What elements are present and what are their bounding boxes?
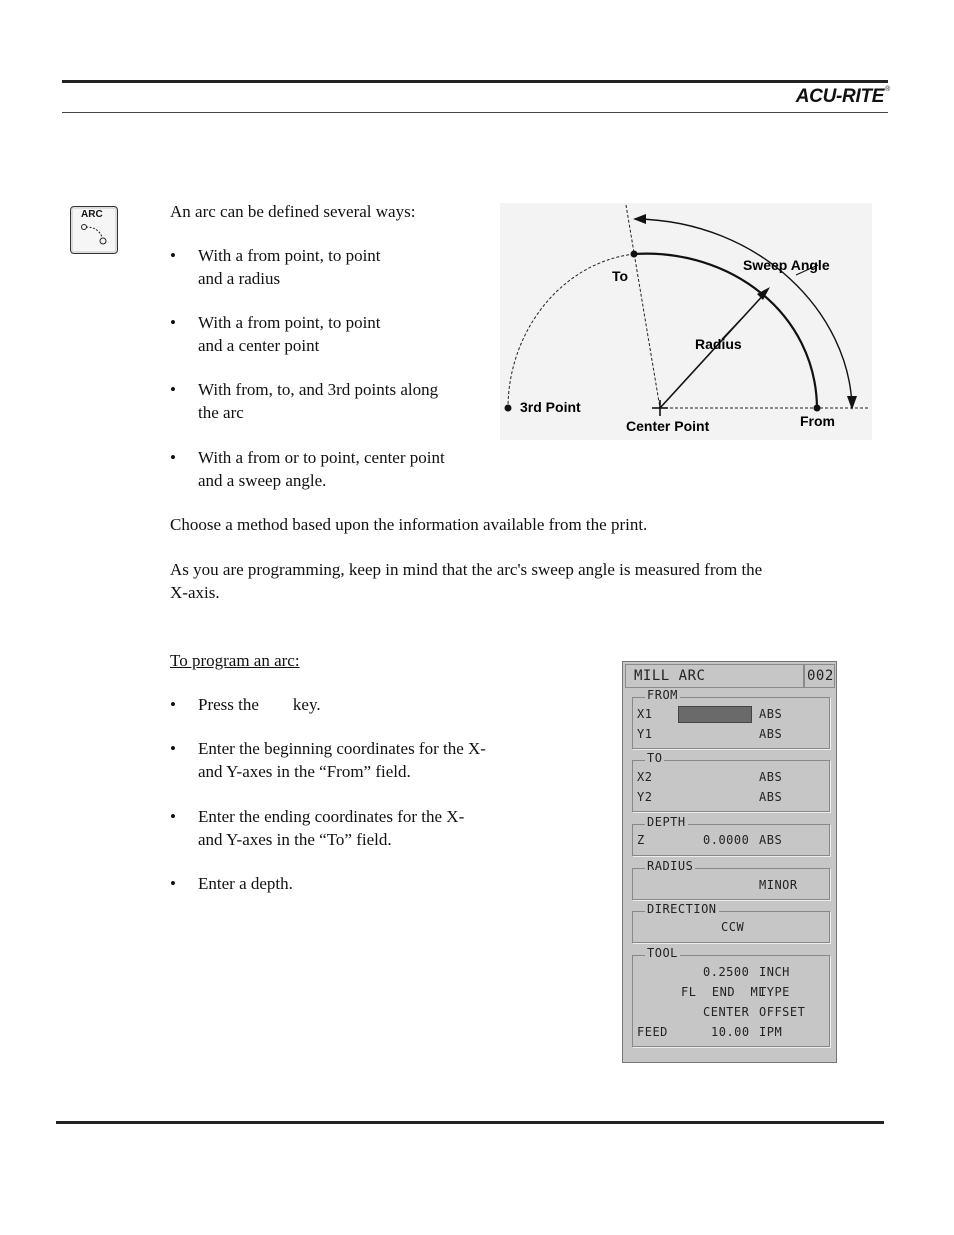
tool-unit: INCH xyxy=(759,965,790,979)
from-group xyxy=(632,688,830,749)
x2-label: X2 xyxy=(637,770,653,784)
arc-glyph-icon xyxy=(71,207,117,253)
radius-mode[interactable]: MINOR xyxy=(759,878,798,892)
header-subrule xyxy=(62,112,888,113)
mill-arc-screen xyxy=(622,661,837,1063)
tool-offset-label: OFFSET xyxy=(759,1005,806,1019)
sweep-paragraph: As you are programming, keep in mind that the arc's sweep angle is measured from the X-axis. xyxy=(170,560,763,602)
to-group xyxy=(632,751,830,812)
label-center-point: Center Point xyxy=(626,418,710,434)
screen-title: MILL ARC xyxy=(634,668,706,684)
feed-value[interactable]: 10.00 xyxy=(711,1025,750,1039)
y1-mode[interactable]: ABS xyxy=(759,727,783,741)
tool-diameter[interactable]: 0.2500 xyxy=(703,965,750,979)
acu-rite-logo: ACU-RITE® xyxy=(795,86,890,107)
screen-title-box xyxy=(625,664,805,688)
x2-mode[interactable]: ABS xyxy=(759,770,783,784)
arc-diagram xyxy=(500,203,872,440)
tool-type-label: TYPE xyxy=(759,985,790,999)
depth-group xyxy=(632,815,830,856)
screen-number: 002 xyxy=(807,668,834,684)
radius-group xyxy=(632,859,830,900)
label-to: To xyxy=(612,268,629,284)
steps-heading: To program an arc: xyxy=(170,651,300,670)
direction-value[interactable]: CCW xyxy=(721,920,745,934)
intro-text: An arc can be defined several ways: xyxy=(170,202,416,221)
tool-title: TOOL xyxy=(647,946,678,960)
x1-label: X1 xyxy=(637,707,653,721)
label-sweep-angle: Sweep Angle xyxy=(743,257,830,273)
tool-group xyxy=(632,946,830,1047)
z-label: Z xyxy=(637,833,645,847)
direction-title: DIRECTION xyxy=(647,902,717,916)
screen-number-box xyxy=(803,664,835,688)
to-title: TO xyxy=(647,751,663,765)
direction-group xyxy=(632,902,830,943)
footer-rule xyxy=(56,1121,884,1124)
feed-label: FEED xyxy=(637,1025,668,1039)
tool-offset-value[interactable]: CENTER xyxy=(703,1005,750,1019)
feed-unit: IPM xyxy=(759,1025,783,1039)
arc-key-icon xyxy=(70,206,118,254)
y1-label: Y1 xyxy=(637,727,653,741)
method-paragraph: Choose a method based upon the information available from the print. xyxy=(170,515,648,534)
arc-key-label: ARC xyxy=(81,209,103,220)
header-rule xyxy=(62,80,888,83)
from-title: FROM xyxy=(647,688,678,702)
x1-input[interactable] xyxy=(678,706,752,723)
radius-title: RADIUS xyxy=(647,859,694,873)
label-radius: Radius xyxy=(695,336,742,352)
depth-title: DEPTH xyxy=(647,815,686,829)
z-mode[interactable]: ABS xyxy=(759,833,783,847)
x1-mode[interactable]: ABS xyxy=(759,707,783,721)
y2-mode[interactable]: ABS xyxy=(759,790,783,804)
label-third-point: 3rd Point xyxy=(520,399,581,415)
y2-label: Y2 xyxy=(637,790,653,804)
tool-type-value[interactable]: FL END ML xyxy=(681,985,766,999)
z-value[interactable]: 0.0000 xyxy=(703,833,750,847)
label-from: From xyxy=(800,413,835,429)
